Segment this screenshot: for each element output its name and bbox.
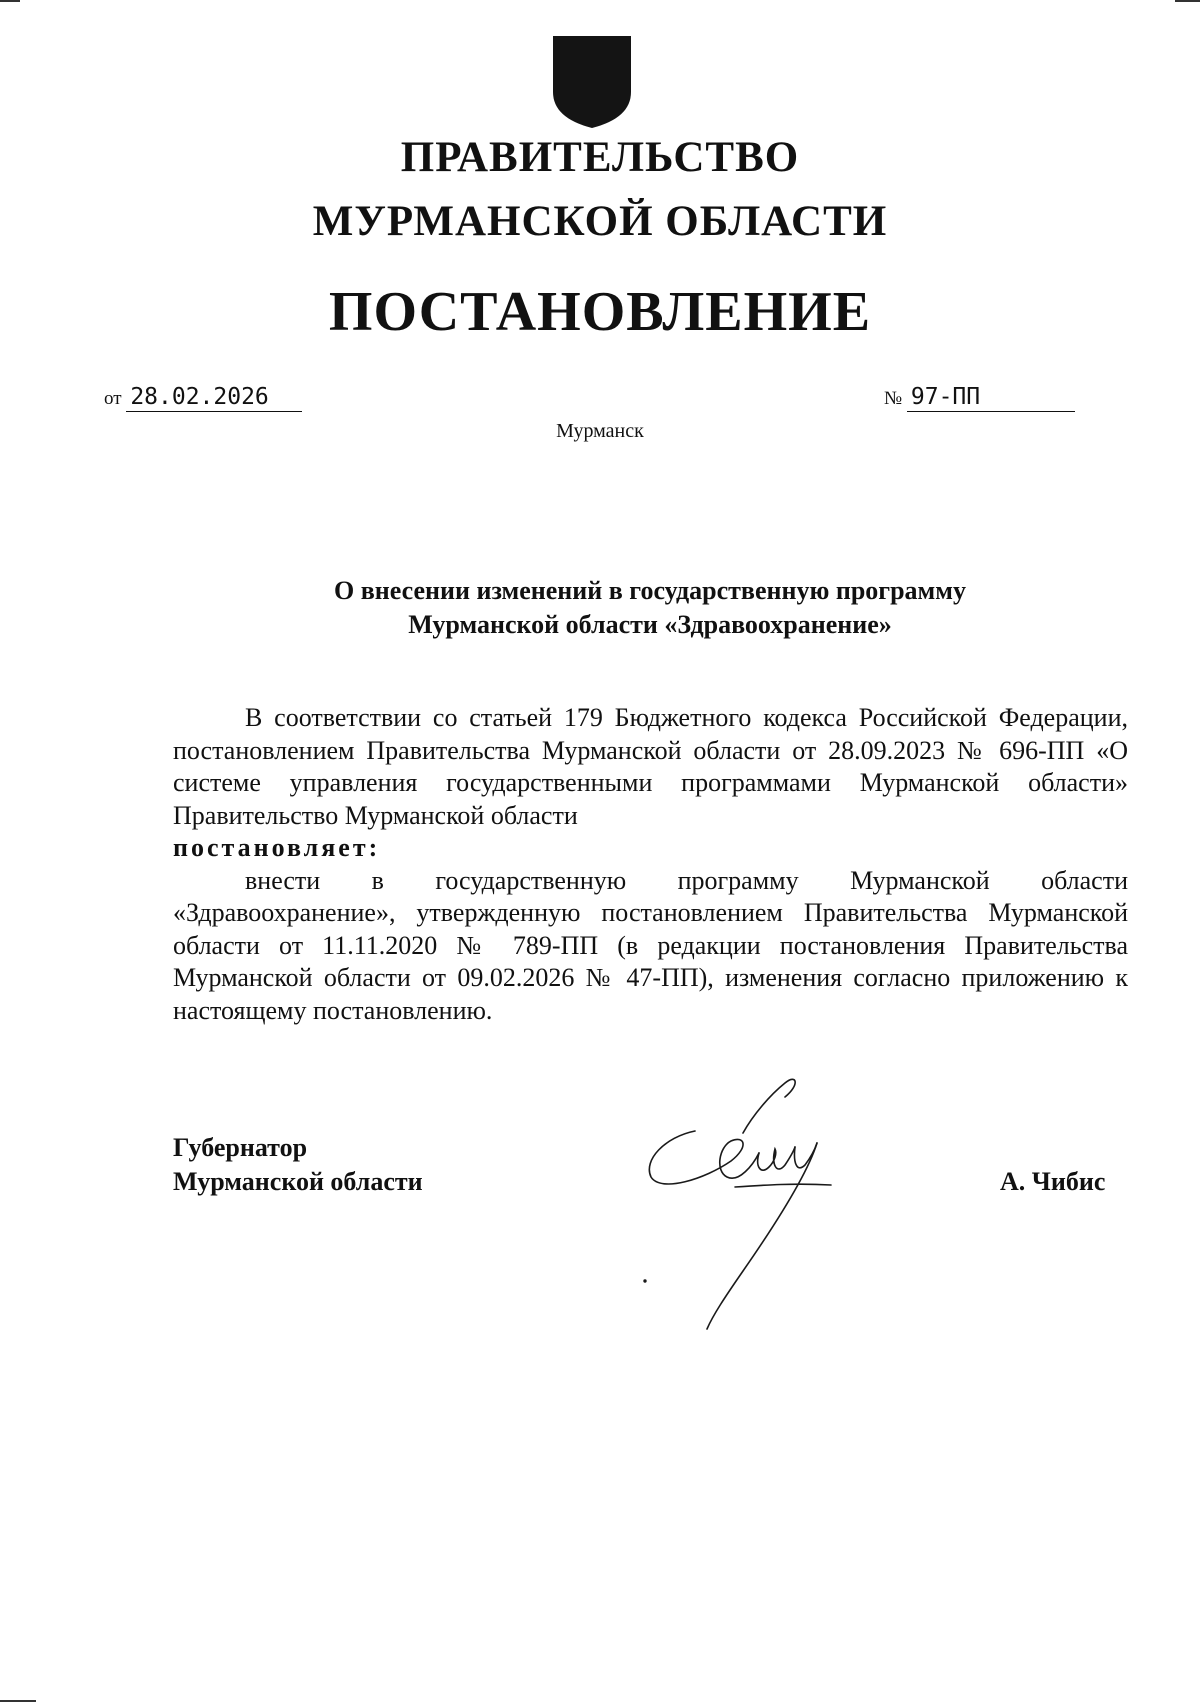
signatory-title-line2: Мурманской области	[173, 1167, 423, 1196]
org-name-line1: ПРАВИТЕЛЬСТВО	[400, 134, 800, 181]
org-name-line2: МУРМАНСКОЙ ОБЛАСТИ	[312, 198, 888, 245]
date-prefix: от	[104, 388, 122, 409]
body-paragraph-1: В соответствии со статьей 179 Бюджетного кодекса Российской Федерации, постановлением Правительства Мурманской области от 28.09.2023 № 696-ПП «О системе управления государственными программами Мурманской области» Правительство Мурманской области	[173, 703, 1128, 830]
document-type: ПОСТАНОВЛЕНИЕ	[328, 281, 872, 343]
scan-edge-mark	[0, 1700, 36, 1702]
body-paragraph-2: внести в государственную программу Мурманской области «Здравоохранение», утвержденную постановлением Правительства Мурманской области от 11.11.2020 № 789-ПП (в редакции постановления Правительства Мурманской области от 09.02.2026 № 47-ПП), изменения согласно приложению к настоящему постановлению.	[173, 865, 1128, 1025]
signatory-name: А. Чибис	[1000, 1167, 1106, 1196]
signatory-title-line1: Губернатор	[173, 1133, 308, 1162]
signatory-title	[173, 1131, 423, 1199]
document-date	[104, 384, 302, 412]
handwritten-signature	[635, 1075, 895, 1365]
date-value: 28.02.2026	[130, 384, 269, 410]
document-subject	[200, 574, 1100, 642]
subject-line2: Мурманской области «Здравоохранение»	[408, 610, 892, 639]
decides-word: постановляет:	[173, 833, 381, 862]
subject-line1: О внесении изменений в государственную программу	[334, 576, 966, 605]
city: Мурманск	[556, 420, 644, 442]
scan-edge-mark	[0, 0, 20, 2]
document-body	[173, 702, 1128, 1027]
document-number	[884, 384, 1075, 412]
scan-edge-mark	[1175, 0, 1200, 2]
coat-of-arms-icon	[551, 34, 633, 130]
number-value: 97-ПП	[910, 384, 981, 410]
number-prefix: №	[884, 388, 903, 409]
